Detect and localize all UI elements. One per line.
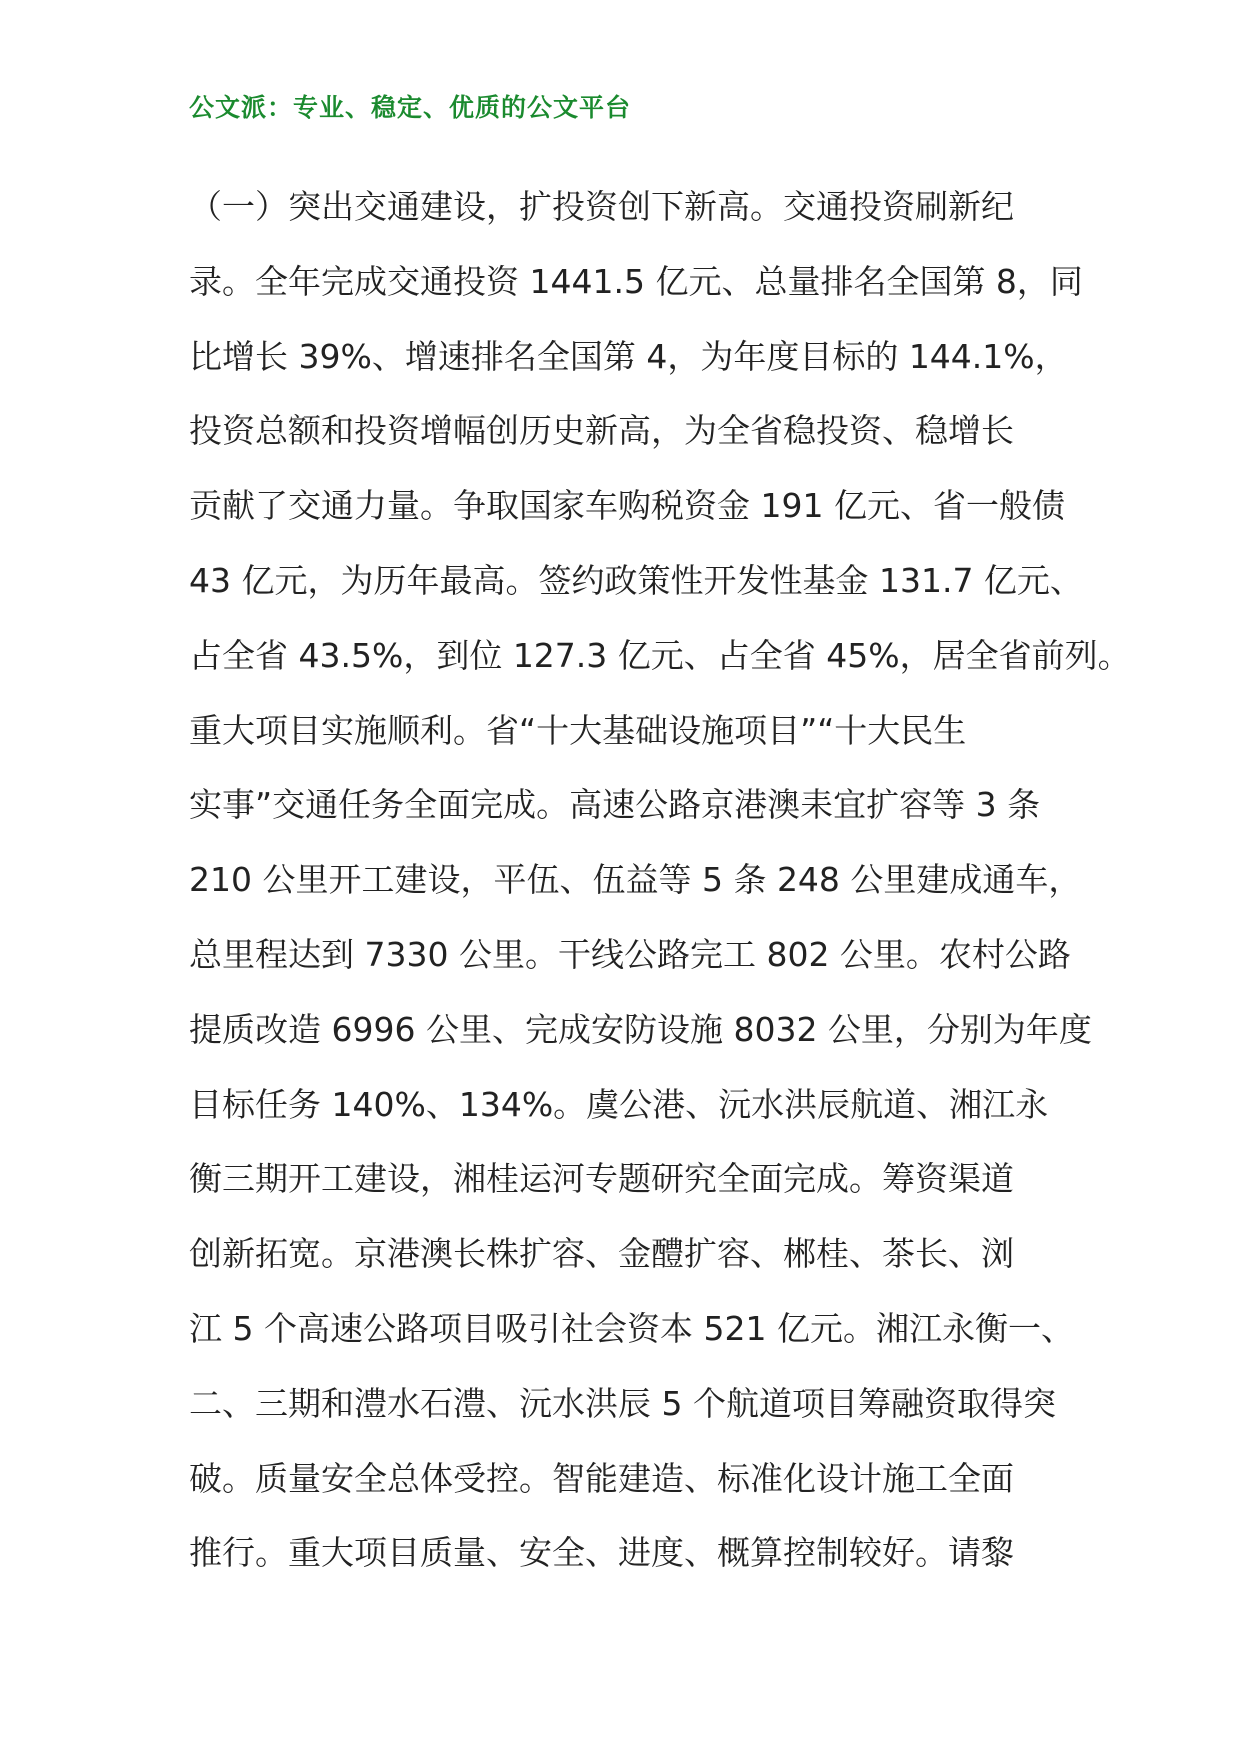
body-line: 创新拓宽。京港澳长株扩容、金醴扩容、郴桂、茶长、浏 xyxy=(189,1234,1014,1274)
body-line: 二、三期和澧水石澧、沅水洪辰 5 个航道项目筹融资取得突 xyxy=(189,1383,1056,1423)
body-line: 总里程达到 7330 公里。干线公路完工 802 公里。农村公路 xyxy=(189,934,1071,974)
body-line: 提质改造 6996 公里、完成安防设施 8032 公里，分别为年度 xyxy=(189,1009,1092,1049)
body-line: 43 亿元，为历年最高。签约政策性开发性基金 131.7 亿元、 xyxy=(189,560,1083,600)
page-header-title: 公文派：专业、稳定、优质的公文平台 xyxy=(189,93,632,122)
body-line: 目标任务 140%、134%。虞公港、沅水洪辰航道、湘江永 xyxy=(189,1084,1049,1124)
body-line: 录。全年完成交通投资 1441.5 亿元、总量排名全国第 8，同 xyxy=(189,261,1083,301)
body-line: 投资总额和投资增幅创历史新高，为全省稳投资、稳增长 xyxy=(189,411,1014,451)
body-line: 占全省 43.5%，到位 127.3 亿元、占全省 45%，居全省前列。 xyxy=(189,635,1131,675)
document-body xyxy=(189,170,1131,1591)
body-line: 江 5 个高速公路项目吸引社会资本 521 亿元。湘江永衡一、 xyxy=(189,1308,1074,1348)
body-line: （一）突出交通建设，扩投资创下新高。交通投资刷新纪 xyxy=(189,187,1014,226)
body-line: 210 公里开工建设，平伍、伍益等 5 条 248 公里建成通车， xyxy=(189,860,1082,900)
body-line: 比增长 39%、增速排名全国第 4，为年度目标的 144.1%， xyxy=(189,336,1068,376)
body-line: 破。质量安全总体受控。智能建造、标准化设计施工全面 xyxy=(189,1458,1014,1498)
body-line: 推行。重大项目质量、安全、进度、概算控制较好。请黎 xyxy=(189,1533,1014,1573)
body-line: 贡献了交通力量。争取国家车购税资金 191 亿元、省一般债 xyxy=(189,486,1065,526)
body-line: 衡三期开工建设，湘桂运河专题研究全面完成。筹资渠道 xyxy=(189,1159,1014,1199)
body-line: 重大项目实施顺利。省“十大基础设施项目”“十大民生 xyxy=(189,710,967,750)
body-line: 实事”交通任务全面完成。高速公路京港澳耒宜扩容等 3 条 xyxy=(189,785,1041,825)
